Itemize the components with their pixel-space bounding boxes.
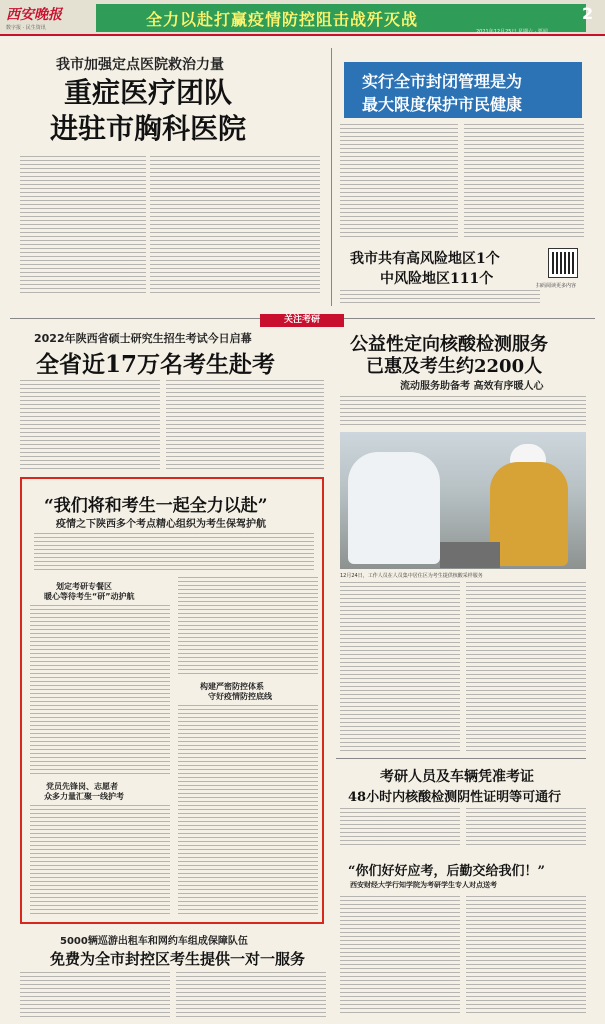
photo-table	[440, 542, 500, 568]
featured-body-col1b	[30, 805, 170, 915]
closure-notice-line1: 实行全市封闭管理是为	[362, 72, 523, 91]
featured-subhead-2a: 构建严密防控体系	[200, 682, 264, 691]
nucleic-headline-line1: 公益性定向核酸检测服务	[350, 334, 548, 355]
closure-notice-line2: 最大限度保护市民健康	[362, 95, 523, 114]
pass-headline-line2: 48小时内核酸检测阴性证明等可通行	[348, 790, 562, 805]
nucleic-headline-line2: 已惠及考生约2200人	[366, 356, 543, 377]
featured-body-col2a	[178, 577, 318, 677]
logistics-subhead: 西安财经大学行知学院为考研学生专人对点送考	[350, 881, 497, 889]
top-left-story	[20, 48, 320, 298]
featured-subhead-3a: 党员先锋岗、志愿者	[46, 782, 118, 791]
newspaper-logo: 西安晚报	[6, 7, 62, 23]
photo-caption: 12月24日，工作人员在人员集中居住区为考生提供核酸采样服务	[340, 573, 483, 579]
featured-subhead-1a: 划定考研专餐区	[56, 582, 112, 591]
logistics-body-col1	[340, 896, 460, 1016]
qr-label: 扫码阅读更多内容	[536, 283, 577, 289]
photo-figure-student	[490, 462, 568, 566]
story-kicker: 我市加强定点医院救治力量	[56, 57, 224, 73]
featured-lede	[34, 533, 314, 573]
taxi-headline: 免费为全市封控区考生提供一对一服务	[50, 950, 306, 968]
featured-subhead: 疫情之下陕西多个考点精心组织为考生保驾护航	[56, 519, 266, 530]
section-tag: 关注考研	[260, 314, 344, 327]
logistics-body-col2	[466, 896, 586, 1016]
nucleic-body-col1	[340, 582, 460, 752]
featured-headline: “我们将和考生一起全力以赴”	[44, 496, 268, 516]
pass-headline-line1: 考研人员及车辆凭准考证	[380, 769, 534, 785]
masthead-banner	[96, 4, 586, 35]
page-number: 2	[582, 4, 594, 23]
exam-body-col1	[20, 380, 160, 470]
taxi-body-col1	[20, 972, 170, 1020]
nucleic-intro	[340, 396, 586, 428]
masthead	[0, 0, 605, 36]
risk-body	[340, 290, 540, 304]
featured-subhead-2b: 守好疫情防控底线	[208, 692, 272, 701]
exam-body-col2	[166, 380, 324, 470]
story-body-col1	[20, 156, 146, 294]
qr-code-icon[interactable]	[548, 248, 578, 278]
featured-story-frame	[20, 477, 324, 924]
nucleic-subhead: 流动服务助备考 高效有序暖人心	[400, 381, 544, 392]
closure-body-col1	[340, 124, 458, 240]
taxi-body-col2	[176, 972, 326, 1020]
story-body-col2	[150, 156, 320, 294]
pass-body-col2	[466, 808, 586, 848]
closure-body-col2	[464, 124, 584, 240]
logistics-headline: “你们好好应考，后勤交给我们！”	[348, 864, 545, 879]
featured-subhead-1b: 暖心等待考生“研”动护航	[44, 592, 135, 601]
closure-notice-box	[344, 62, 582, 118]
nucleic-body-col2	[466, 582, 586, 752]
featured-subhead-3b: 众多力量汇聚一线护考	[44, 792, 124, 801]
story-headline-line2: 进驻市胸科医院	[50, 112, 247, 145]
photo-figure-worker	[348, 452, 440, 564]
pass-body-col1	[340, 808, 460, 848]
issue-date: 2021年12月25日 星期六 · 要闻	[476, 29, 548, 35]
risk-headline-line1: 我市共有高风险地区1个	[350, 251, 500, 267]
featured-body-col2b	[178, 705, 318, 915]
story-headline-line1: 重症医疗团队	[64, 76, 233, 109]
featured-body-col1a	[30, 605, 170, 775]
lower-right-divider	[336, 758, 586, 759]
taxi-kicker: 5000辆巡游出租车和网约车组成保障队伍	[60, 936, 248, 947]
risk-headline-line2: 中风险地区111个	[380, 271, 494, 287]
column-divider	[331, 48, 332, 306]
banner-slogan: 全力以赴打赢疫情防控阻击战歼灭战	[146, 10, 419, 29]
news-photo	[340, 432, 586, 569]
exam-headline: 全省近17万名考生赴考	[36, 351, 276, 378]
exam-kicker: 2022年陕西省硕士研究生招生考试今日启幕	[34, 332, 252, 345]
masthead-subtitle: 数字报 · 民生资讯	[6, 25, 46, 31]
